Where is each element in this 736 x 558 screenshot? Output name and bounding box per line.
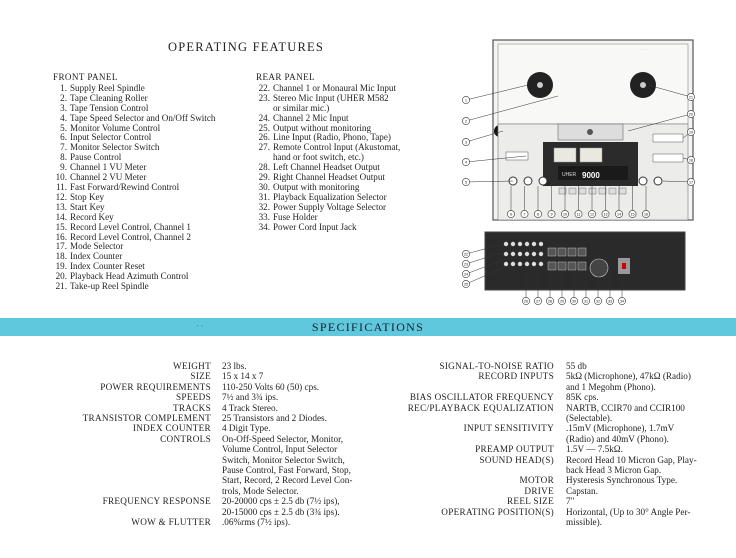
piano-key-icon bbox=[599, 188, 606, 194]
rear-jack-icon bbox=[525, 262, 529, 266]
specifications-banner bbox=[0, 318, 736, 336]
feature-number: 1. bbox=[60, 82, 67, 93]
spec-value: Hysteresis Synchronous Type. bbox=[566, 475, 678, 486]
feature-label: Monitor Volume Control bbox=[70, 122, 161, 133]
specifications-section bbox=[0, 336, 736, 558]
feature-label: Channel 1 or Monaural Mic Input bbox=[273, 82, 396, 93]
feature-label: Channel 2 VU Meter bbox=[70, 172, 147, 183]
spec-value: 85K cps. bbox=[566, 392, 599, 403]
spec-value: trols, Mode Selector. bbox=[222, 485, 299, 496]
feature-label: Power Supply Voltage Selector bbox=[273, 201, 387, 212]
spec-label: MOTOR bbox=[519, 475, 554, 486]
rear-jack-icon bbox=[504, 242, 508, 246]
feature-number: 30. bbox=[258, 181, 270, 192]
rear-jack-icon bbox=[539, 252, 543, 256]
feature-label: Record Level Control, Channel 1 bbox=[70, 221, 191, 232]
feature-label: Fast Forward/Rewind Control bbox=[70, 181, 180, 192]
rear-jack-icon bbox=[518, 252, 522, 256]
spec-value: 25 Transistors and 2 Diodes. bbox=[222, 413, 327, 423]
rear-panel-heading: REAR PANEL bbox=[256, 72, 315, 82]
rear-socket-icon bbox=[558, 248, 566, 256]
feature-number: 9. bbox=[60, 162, 67, 173]
feature-label: or similar mic.) bbox=[273, 102, 330, 113]
feature-number: 19. bbox=[55, 261, 67, 272]
callout-number: 11 bbox=[576, 212, 581, 217]
feature-number: 21. bbox=[55, 281, 67, 292]
callout-number: 22 bbox=[464, 252, 468, 257]
callout-number: 24 bbox=[464, 272, 468, 277]
feature-label: Remote Control Input (Akustomat, bbox=[273, 142, 401, 153]
callout-number: 2 bbox=[465, 119, 467, 124]
rear-jack-icon bbox=[532, 252, 536, 256]
vu-meter-2-icon bbox=[580, 148, 602, 162]
piano-key-icon bbox=[569, 188, 576, 194]
callout-number: 7 bbox=[523, 212, 526, 217]
callout-number: 27 bbox=[536, 299, 540, 304]
feature-label: Playback Equalization Selector bbox=[273, 191, 387, 202]
spec-label: WEIGHT bbox=[172, 361, 211, 371]
spec-value: 7½ and 3¾ ips. bbox=[222, 392, 279, 403]
feature-label: Pause Control bbox=[70, 152, 122, 163]
feature-number: 18. bbox=[55, 251, 67, 262]
spec-label: SIZE bbox=[190, 371, 211, 382]
callout-number: 9 bbox=[550, 212, 553, 217]
spec-label: RECORD INPUTS bbox=[478, 371, 554, 382]
spec-value: Switch, Monitor Selector Switch, bbox=[222, 454, 345, 465]
spec-label: POWER REQUIREMENTS bbox=[100, 381, 211, 392]
feature-label: Index Counter bbox=[70, 251, 123, 262]
feature-number: 25. bbox=[258, 122, 270, 133]
callout-number: 1 bbox=[465, 98, 467, 103]
feature-number: 2. bbox=[60, 92, 67, 103]
index-counter-display: 9000 bbox=[582, 171, 600, 180]
spec-value: (Radio) and 40mV (Phono). bbox=[566, 433, 669, 444]
feature-label: Playback Head Azimuth Control bbox=[70, 271, 189, 282]
lid-text: · · · · · · bbox=[638, 47, 649, 51]
piano-key-icon bbox=[589, 188, 596, 194]
spec-value: (Selectable). bbox=[566, 413, 613, 423]
callout-number: 26 bbox=[524, 299, 528, 304]
rear-jack-icon bbox=[504, 252, 508, 256]
front-panel-list bbox=[53, 73, 215, 292]
rear-socket-icon bbox=[558, 262, 566, 270]
rear-socket-icon bbox=[578, 248, 586, 256]
callout-number: 18 bbox=[689, 158, 693, 163]
feature-number: 13. bbox=[55, 201, 67, 212]
spec-value: Volume Control, Input Selector bbox=[222, 444, 338, 455]
spec-label: REC/PLAYBACK EQUALIZATION bbox=[407, 402, 554, 413]
callout-number: 23 bbox=[464, 262, 468, 267]
spec-label: REEL SIZE bbox=[506, 496, 554, 507]
rear-jack-icon bbox=[504, 262, 508, 266]
banner-dots: · · bbox=[196, 322, 204, 331]
callout-number: 16 bbox=[644, 212, 648, 217]
spec-value: Capstan. bbox=[566, 485, 598, 496]
feature-number: 8. bbox=[60, 152, 67, 163]
spec-value: 1.5V — 7.5kΩ. bbox=[566, 444, 623, 455]
feature-label: Monitor Selector Switch bbox=[70, 142, 160, 153]
spec-value: Pause Control, Fast Forward, Stop, bbox=[222, 465, 351, 475]
rear-panel-list bbox=[256, 73, 400, 233]
callout-number: 4 bbox=[465, 160, 467, 165]
callout-number: 29 bbox=[560, 299, 564, 304]
callout-number: 20 bbox=[689, 112, 693, 117]
spec-value: Record Head 10 Micron Gap, Play- bbox=[566, 454, 697, 465]
rear-socket-icon bbox=[578, 262, 586, 270]
callout-number: 5 bbox=[465, 180, 467, 185]
spec-label: FREQUENCY RESPONSE bbox=[102, 496, 211, 507]
spec-label: OPERATING POSITION(S) bbox=[441, 506, 554, 517]
spec-label: SPEEDS bbox=[176, 392, 211, 403]
feature-label: Output with monitoring bbox=[273, 181, 360, 192]
feature-number: 31. bbox=[258, 191, 270, 202]
callout-number: 8 bbox=[537, 212, 539, 217]
feature-number: 6. bbox=[60, 132, 67, 143]
feature-label: Power Cord Input Jack bbox=[273, 221, 357, 232]
feature-number: 12. bbox=[55, 191, 67, 202]
mode-selector-icon bbox=[653, 134, 683, 142]
spec-value: 4 Track Stereo. bbox=[222, 402, 278, 413]
feature-number: 22. bbox=[258, 82, 270, 93]
feature-label: Channel 1 VU Meter bbox=[70, 162, 147, 173]
feature-number: 26. bbox=[258, 132, 270, 143]
callout-number: 3 bbox=[465, 140, 467, 145]
spec-value: 55 db bbox=[566, 361, 587, 371]
spec-value: .15mV (Microphone), 1.7mV bbox=[566, 423, 675, 434]
rear-panel-body bbox=[485, 232, 685, 290]
callout-number: 14 bbox=[617, 212, 621, 217]
rear-jack-icon bbox=[511, 252, 515, 256]
feature-number: 4. bbox=[60, 112, 67, 123]
page-title: OPERATING FEATURES bbox=[168, 40, 324, 54]
spec-value: .06%rms (7½ ips). bbox=[222, 517, 291, 527]
callout-number: 19 bbox=[689, 130, 693, 135]
piano-key-icon bbox=[609, 188, 616, 194]
rear-jack-icon bbox=[525, 242, 529, 246]
spec-value: 23 lbs. bbox=[222, 361, 247, 371]
feature-item bbox=[53, 282, 215, 292]
spec-value: 5kΩ (Microphone), 47kΩ (Radio) bbox=[566, 371, 691, 382]
vu-meter-1-icon bbox=[554, 148, 576, 162]
level-knob-icon bbox=[654, 177, 662, 185]
feature-label: Output without monitoring bbox=[273, 122, 372, 133]
feature-number: 24. bbox=[258, 112, 270, 123]
feature-number: 14. bbox=[55, 211, 67, 222]
piano-key-icon bbox=[579, 188, 586, 194]
feature-number: 29. bbox=[258, 172, 270, 183]
rear-jack-icon bbox=[511, 242, 515, 246]
feature-number: 15. bbox=[55, 221, 67, 232]
feature-label: Stereo Mic Input (UHER M582 bbox=[273, 92, 389, 103]
specifications-heading: SPECIFICATIONS bbox=[311, 320, 425, 334]
feature-number: 27. bbox=[258, 142, 270, 153]
feature-label: Line Input (Radio, Phono, Tape) bbox=[273, 132, 391, 143]
rear-socket-icon bbox=[568, 262, 576, 270]
spec-value: 4 Digit Type. bbox=[222, 423, 271, 434]
callout-number: 15 bbox=[630, 212, 635, 217]
spec-value: Horizontal, (Up to 30° Angle Per- bbox=[566, 506, 691, 517]
rear-socket-icon bbox=[548, 248, 556, 256]
callout-number: 32 bbox=[596, 299, 600, 304]
spec-label: DRIVE bbox=[524, 485, 554, 496]
spec-value: and 1 Megohm (Phono). bbox=[566, 381, 656, 392]
front-panel-heading: FRONT PANEL bbox=[53, 72, 118, 82]
spec-value: Start, Record, 2 Record Level Con- bbox=[222, 475, 353, 486]
rear-jack-icon bbox=[518, 262, 522, 266]
callout-number: 25 bbox=[464, 282, 468, 287]
spec-label: WOW & FLUTTER bbox=[131, 517, 211, 527]
voltage-selector-icon bbox=[590, 259, 608, 277]
feature-number: 3. bbox=[60, 102, 67, 113]
feature-number: 16. bbox=[55, 231, 67, 242]
callout-number: 28 bbox=[548, 299, 552, 304]
feature-label: Take-up Reel Spindle bbox=[70, 281, 149, 292]
feature-number: 34. bbox=[258, 221, 270, 232]
rear-jack-icon bbox=[539, 242, 543, 246]
spec-label: BIAS OSCILLATOR FREQUENCY bbox=[409, 392, 554, 403]
spec-value: 7" bbox=[566, 496, 575, 507]
spec-label: TRACKS bbox=[172, 402, 211, 413]
callout-number: 31 bbox=[584, 299, 588, 304]
feature-label: Tape Tension Control bbox=[70, 102, 149, 113]
spec-label: TRANSISTOR COMPLEMENT bbox=[82, 413, 211, 423]
rear-jack-icon bbox=[539, 262, 543, 266]
rear-jack-icon bbox=[532, 262, 536, 266]
spec-value: 20-20000 cps ± 2.5 db (7½ ips), bbox=[222, 496, 340, 507]
feature-label: Left Channel Headset Output bbox=[273, 162, 380, 173]
callout-number: 12 bbox=[590, 212, 594, 217]
spec-label: SIGNAL-TO-NOISE RATIO bbox=[439, 361, 554, 371]
feature-item bbox=[256, 223, 400, 233]
recorder-rear-diagram bbox=[458, 226, 708, 310]
rear-socket-icon bbox=[568, 248, 576, 256]
spec-value: On-Off-Speed Selector, Monitor, bbox=[222, 433, 344, 444]
callout-number: 34 bbox=[620, 299, 624, 304]
feature-number: 10. bbox=[55, 172, 67, 183]
feature-label: hand or foot switch, etc.) bbox=[273, 152, 364, 163]
feature-number: 11. bbox=[55, 181, 67, 192]
feature-number: 32. bbox=[258, 201, 270, 212]
spec-value: 15 x 14 x 7 bbox=[222, 371, 264, 382]
callout-number: 13 bbox=[603, 212, 608, 217]
brand-label: UHER bbox=[562, 172, 577, 178]
spec-label: CONTROLS bbox=[160, 433, 211, 444]
feature-number: 7. bbox=[60, 142, 67, 153]
spec-label: INDEX COUNTER bbox=[132, 423, 211, 434]
callout-number: 21 bbox=[689, 95, 693, 100]
callout-number: 33 bbox=[608, 299, 612, 304]
feature-label: Right Channel Headset Output bbox=[273, 172, 385, 183]
rear-jack-icon bbox=[525, 252, 529, 256]
feature-label: Record Key bbox=[70, 211, 114, 222]
spec-label: PREAMP OUTPUT bbox=[475, 444, 554, 455]
spec-label: SOUND HEAD(S) bbox=[479, 454, 554, 465]
feature-label: Input Selector Control bbox=[70, 132, 152, 143]
feature-number: 5. bbox=[60, 122, 67, 133]
feature-label: Mode Selector bbox=[70, 241, 124, 252]
feature-label: Stop Key bbox=[70, 191, 105, 202]
spec-value: NARTB, CCIR70 and CCIR100 bbox=[566, 402, 685, 413]
feature-number: 20. bbox=[55, 271, 67, 282]
feature-number: 17. bbox=[55, 241, 67, 252]
feature-number: 28. bbox=[258, 162, 270, 173]
spec-value: 110-250 Volts 60 (50) cps. bbox=[222, 381, 320, 392]
feature-label: Tape Speed Selector and On/Off Switch bbox=[70, 112, 216, 123]
spec-value: missible). bbox=[566, 517, 602, 527]
callout-number: 17 bbox=[689, 180, 693, 185]
rear-jack-icon bbox=[511, 262, 515, 266]
callout-number: 30 bbox=[572, 299, 576, 304]
feature-label: Channel 2 Mic Input bbox=[273, 112, 349, 123]
feature-number: 33. bbox=[258, 211, 270, 222]
feature-label: Index Counter Reset bbox=[70, 261, 145, 272]
callout-number: 10 bbox=[563, 212, 567, 217]
rear-jack-icon bbox=[518, 242, 522, 246]
recorder-front-diagram bbox=[458, 36, 708, 226]
rear-jack-icon bbox=[532, 242, 536, 246]
control-knob-icon bbox=[539, 177, 547, 185]
feature-number: 23. bbox=[258, 92, 270, 103]
control-knob-icon bbox=[524, 177, 532, 185]
spec-value: back Head 3 Micron Gap. bbox=[566, 465, 662, 475]
feature-label: Fuse Holder bbox=[273, 211, 318, 222]
feature-label: Start Key bbox=[70, 201, 105, 212]
spec-value: 20-15000 cps ± 2.5 db (3¾ ips). bbox=[222, 506, 340, 517]
callout-number: 6 bbox=[510, 212, 512, 217]
feature-label: Supply Reel Spindle bbox=[70, 82, 145, 93]
feature-label: Tape Cleaning Roller bbox=[70, 92, 148, 103]
level-knob-icon bbox=[639, 177, 647, 185]
rear-socket-icon bbox=[548, 262, 556, 270]
piano-key-icon bbox=[619, 188, 626, 194]
feature-label: Record Level Control, Channel 2 bbox=[70, 231, 191, 242]
spec-label: INPUT SENSITIVITY bbox=[463, 423, 554, 434]
